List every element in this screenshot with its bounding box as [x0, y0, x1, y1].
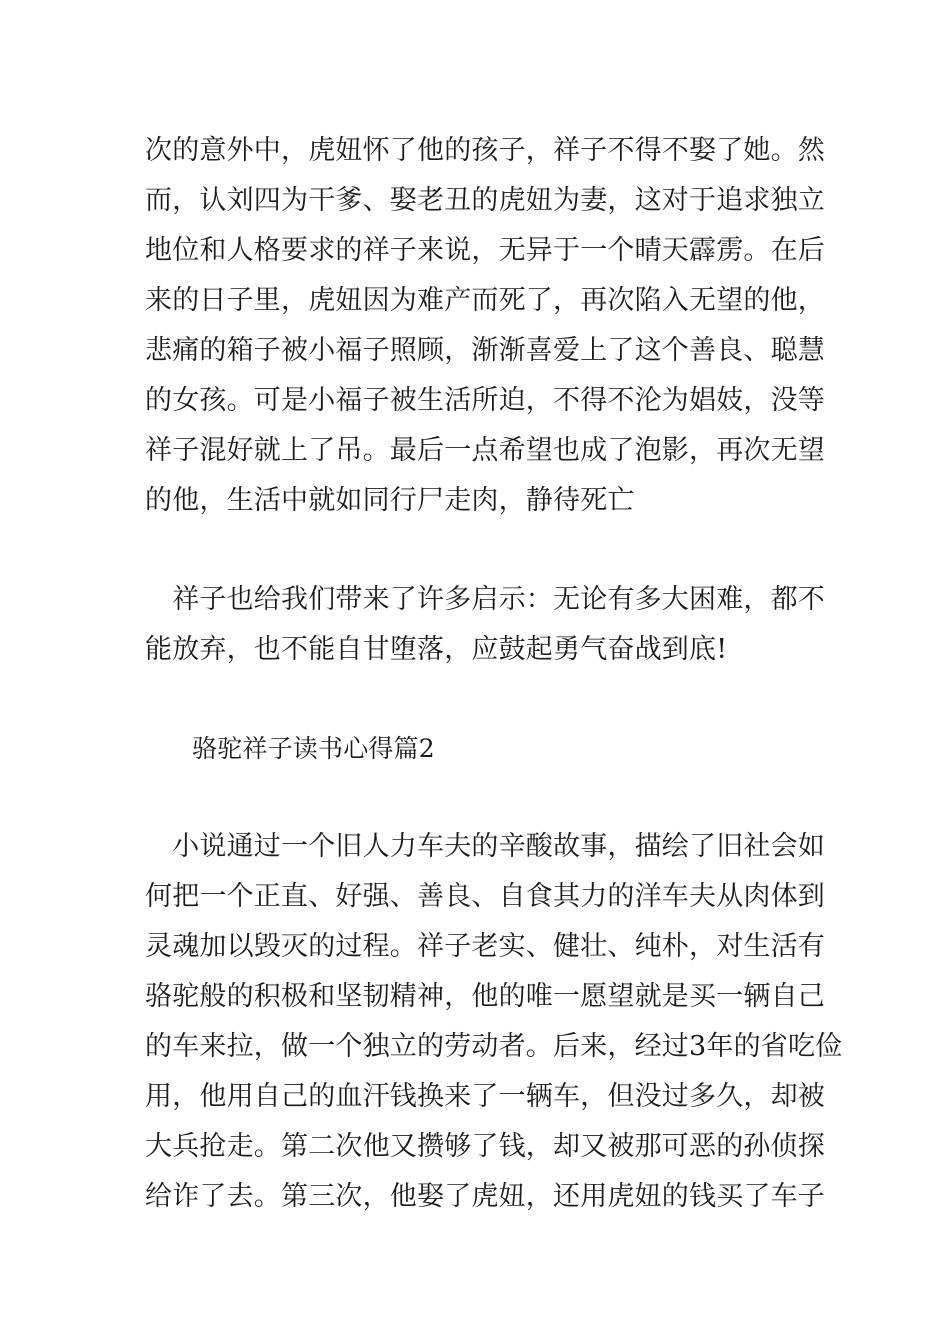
- paragraph-3-line-6: 用，他用自己的血汗钱换来了一辆车，但没过多久，却被: [145, 1081, 825, 1112]
- paragraph-1-line-7: 祥子混好就上了吊。最后一点希望也成了泡影，再次无望: [145, 435, 825, 466]
- paragraph-3-line-8: 给诈了去。第三次，他娶了虎妞，还用虎妞的钱买了车子: [145, 1181, 825, 1212]
- paragraph-2-line-1: 祥子也给我们带来了许多启示：无论有多大困难，都不: [145, 584, 825, 615]
- paragraph-1-line-6: 的女孩。可是小福子被生活所迫，不得不沦为娼妓，没等: [145, 385, 825, 416]
- paragraph-3-line-7: 大兵抢走。第二次他又攒够了钱，却又被那可恶的孙侦探: [145, 1131, 825, 1162]
- paragraph-1-line-3: 地位和人格要求的祥子来说，无异于一个晴天霹雳。在后: [145, 235, 825, 266]
- paragraph-3-line-3: 灵魂加以毁灭的过程。祥子老实、健壮、纯朴，对生活有: [145, 931, 825, 962]
- paragraph-1-line-8: 的他，生活中就如同行尸走肉，静待死亡: [145, 485, 635, 516]
- paragraph-1-line-1: 次的意外中，虎妞怀了他的孩子，祥子不得不娶了她。然: [145, 135, 825, 166]
- paragraph-3-line-2: 何把一个正直、好强、善良、自食其力的洋车夫从肉体到: [145, 881, 825, 912]
- paragraph-1-line-4: 来的日子里，虎妞因为难产而死了，再次陷入无望的他，: [145, 285, 825, 316]
- paragraph-2-line-2: 能放弃，也不能自甘堕落，应鼓起勇气奋战到底!: [145, 634, 728, 665]
- section-heading: 骆驼祥子读书心得篇2: [192, 734, 435, 763]
- paragraph-3-line-5: 的车来拉，做一个独立的劳动者。后来，经过3年的省吃俭: [145, 1031, 843, 1062]
- paragraph-1-line-2: 而，认刘四为干爹、娶老丑的虎妞为妻，这对于追求独立: [145, 185, 825, 216]
- paragraph-1-line-5: 悲痛的箱子被小福子照顾，渐渐喜爱上了这个善良、聪慧: [145, 335, 825, 366]
- paragraph-3-line-4: 骆驼般的积极和坚韧精神，他的唯一愿望就是买一辆自己: [145, 981, 825, 1012]
- paragraph-3-line-1: 小说通过一个旧人力车夫的辛酸故事，描绘了旧社会如: [145, 831, 825, 862]
